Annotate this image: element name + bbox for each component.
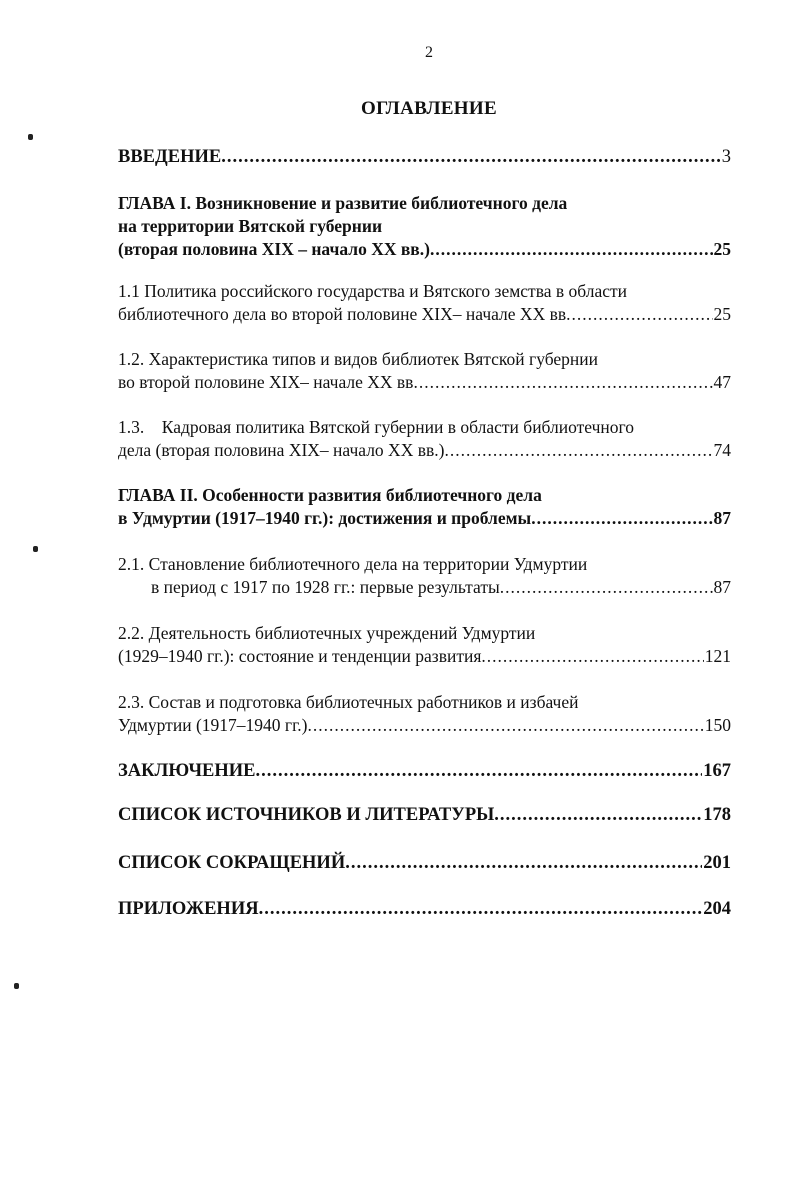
entry-page: 87 — [713, 508, 731, 528]
toc-entry-conclusion[interactable] — [118, 760, 731, 783]
entry-page: 167 — [703, 761, 731, 781]
dot-leader — [259, 898, 703, 921]
dot-leader — [256, 760, 703, 783]
toc-entry-section-2-3[interactable] — [118, 691, 731, 737]
entry-title-line: в период с 1917 по 1928 гг.: первые результаты — [151, 577, 500, 597]
dot-leader — [221, 146, 721, 169]
entry-page: 25 — [713, 304, 731, 324]
entry-title-line: (1929–1940 гг.): состояние и тенденции развития — [118, 646, 482, 666]
entry-title-line: 1.3. Кадровая политика Вятской губернии в области библиотечного — [118, 417, 635, 437]
toc-entry-abbreviations[interactable] — [118, 852, 731, 875]
entry-title-line: 1.1 Политика российского государства и Вятского земства в области — [118, 281, 628, 301]
entry-page: 150 — [704, 715, 731, 735]
dot-leader — [307, 714, 703, 737]
dot-leader — [413, 371, 712, 394]
dot-leader — [444, 439, 712, 462]
toc-entry-sources[interactable] — [118, 804, 731, 827]
entry-title-line: ГЛАВА II. Особенности развития библиотечного дела — [118, 485, 542, 505]
entry-title: ЗАКЛЮЧЕНИЕ — [118, 761, 256, 781]
toc-entry-chapter-2[interactable] — [118, 484, 731, 530]
entry-page: 201 — [703, 853, 731, 873]
entry-page: 121 — [704, 646, 731, 666]
dot-leader — [494, 804, 702, 827]
page-number: 2 — [425, 44, 433, 61]
dot-leader — [566, 303, 712, 326]
toc-entry-section-2-2[interactable] — [118, 622, 731, 668]
toc-entry-introduction[interactable] — [118, 146, 731, 169]
entry-title-line: 2.2. Деятельность библиотечных учреждений Удмуртии — [118, 623, 536, 643]
entry-title-line: 2.3. Состав и подготовка библиотечных работников и избачей — [118, 692, 579, 712]
dot-leader — [481, 645, 703, 668]
entry-page: 87 — [713, 577, 731, 597]
dot-leader — [531, 507, 712, 530]
entry-title-line: 2.1. Становление библиотечного дела на территории Удмуртии — [118, 554, 588, 574]
entry-title: СПИСОК СОКРАЩЕНИЙ — [118, 853, 346, 873]
toc-entry-section-1-1[interactable] — [118, 280, 731, 326]
toc-entry-appendices[interactable] — [118, 898, 731, 921]
entry-title-line: дела (вторая половина XIX– начало XX вв.) — [118, 440, 445, 460]
entry-title-line: 1.2. Характеристика типов и видов библиотек Вятской губернии — [118, 349, 599, 369]
toc-entry-section-1-2[interactable] — [118, 348, 731, 394]
entry-title-line: Удмуртии (1917–1940 гг.) — [118, 715, 308, 735]
entry-page: 47 — [713, 372, 731, 392]
entry-page: 25 — [713, 239, 731, 259]
entry-page: 74 — [713, 440, 731, 460]
toc-title: ОГЛАВЛЕНИЕ — [361, 98, 497, 119]
dot-leader — [500, 576, 713, 599]
scan-mark — [14, 983, 19, 989]
scan-mark — [33, 546, 38, 552]
entry-title-line: на территории Вятской губернии — [118, 216, 383, 236]
entry-title-line: библиотечного дела во второй половине XIX– начале XX вв — [118, 304, 567, 324]
dot-leader — [345, 852, 702, 875]
entry-title: СПИСОК ИСТОЧНИКОВ И ЛИТЕРАТУРЫ — [118, 805, 495, 825]
entry-page: 178 — [703, 805, 731, 825]
entry-title-line: (вторая половина XIX – начало XX вв.) — [118, 239, 430, 259]
entry-title-line: во второй половине XIX– начале XX вв — [118, 372, 414, 392]
entry-title: ВВЕДЕНИЕ — [118, 147, 222, 167]
scan-mark — [28, 134, 33, 140]
toc-entry-chapter-1[interactable] — [118, 192, 731, 261]
toc-entry-section-1-3[interactable] — [118, 416, 731, 462]
entry-title: ПРИЛОЖЕНИЯ — [118, 899, 259, 919]
entry-title-line: в Удмуртии (1917–1940 гг.): достижения и проблемы — [118, 508, 532, 528]
entry-page: 204 — [703, 899, 731, 919]
dot-leader — [430, 238, 713, 261]
entry-page: 3 — [721, 147, 731, 167]
toc-entry-section-2-1[interactable] — [118, 553, 731, 599]
entry-title-line: ГЛАВА I. Возникновение и развитие библиотечного дела — [118, 193, 568, 213]
